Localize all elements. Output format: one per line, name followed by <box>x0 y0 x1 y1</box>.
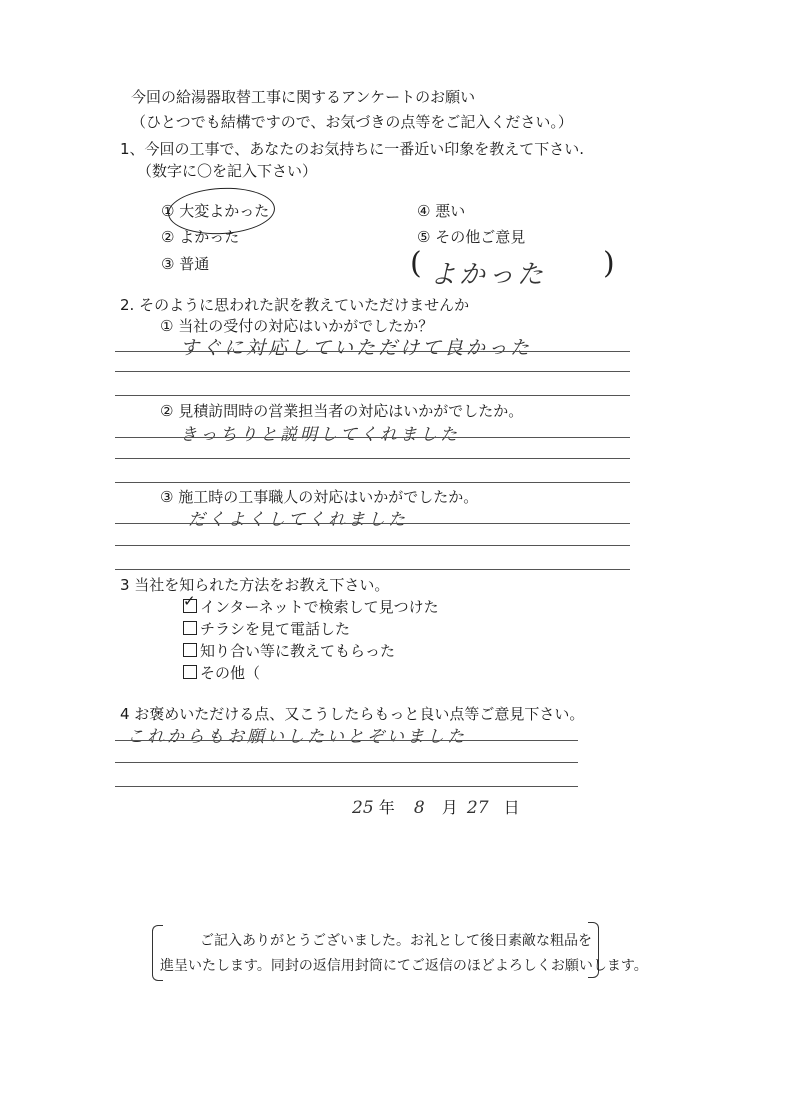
q3-option-flyer-label: チラシを見て電話した <box>200 620 351 638</box>
q3-option-flyer[interactable] <box>183 618 350 639</box>
q2-sub3-label: ③ 施工時の工事職人の対応はいかがでしたか。 <box>160 488 479 506</box>
q4-answer[interactable]: これからもお願いしたいとぞいました <box>127 727 467 747</box>
closing-line-2: 進呈いたします。同封の返信用封筒にてご返信のほどよろしくお願いします。 <box>160 958 648 974</box>
closing-line-1: ご記入ありがとうございました。お礼として後日素敵な粗品を <box>200 933 592 949</box>
q3-option-internet[interactable] <box>183 592 439 617</box>
q2-sub2-line-1 <box>115 437 630 438</box>
q2-sub1-line-3 <box>115 395 630 396</box>
survey-subtitle: （ひとつでも結構ですので、お気づきの点等をご記入ください。） <box>131 113 573 131</box>
checkmark-icon: ✓ <box>183 592 196 610</box>
q1-instruction: （数字に〇を記入下さい） <box>137 162 318 180</box>
q1-option-4[interactable]: ④ 悪い <box>417 202 466 220</box>
date-field <box>352 795 520 818</box>
q2-sub1-line-1 <box>115 351 630 352</box>
date-year-unit: 年 <box>378 798 395 817</box>
q4-line-3 <box>115 786 578 787</box>
q3-option-internet-label: インターネットで検索して見つけた <box>200 598 439 616</box>
q4-line-1 <box>115 740 578 741</box>
q3-option-other-checkbox[interactable] <box>183 665 197 679</box>
date-year[interactable]: 25 <box>352 798 374 818</box>
q2-sub2-line-3 <box>115 482 630 483</box>
q1-option-3[interactable]: ③ 普通 <box>161 255 210 273</box>
q1-option-1[interactable]: ① 大変よかった <box>161 202 270 220</box>
q2-sub3-line-3 <box>115 569 630 570</box>
q3-option-acquaintance-label: 知り合い等に教えてもらった <box>200 642 396 660</box>
q4-line-2 <box>115 762 578 763</box>
q2-sub1-line-2 <box>115 371 630 372</box>
date-month[interactable]: 8 <box>413 798 425 818</box>
q2-sub3-answer[interactable]: だくよくしてくれました <box>188 510 408 530</box>
q2-sub1-label: ① 当社の受付の対応はいかがでしたか？ <box>160 317 434 335</box>
q2-question: 2. そのように思われた訳を教えていただけませんか <box>120 296 470 314</box>
q2-sub1-answer[interactable]: すぐに対応していただけて良かった <box>180 337 533 359</box>
date-month-unit: 月 <box>441 798 458 817</box>
q3-option-acquaintance[interactable] <box>183 640 395 661</box>
q2-sub3-line-2 <box>115 545 630 546</box>
q3-question: 3 当社を知られた方法をお教え下さい。 <box>120 576 390 594</box>
q3-option-flyer-checkbox[interactable] <box>183 621 197 635</box>
q2-sub2-answer[interactable]: きっちりと説明してくれました <box>180 425 460 445</box>
date-day[interactable]: 27 <box>466 798 489 818</box>
survey-title: 今回の給湯器取替工事に関するアンケートのお願い <box>131 88 476 106</box>
q4-question: 4 お褒めいただける点、又こうしたらもっと良い点等ご意見下さい。 <box>120 705 585 723</box>
q3-option-acquaintance-checkbox[interactable] <box>183 643 197 657</box>
q2-sub2-label: ② 見積訪問時の営業担当者の対応はいかがでしたか。 <box>160 402 524 420</box>
date-day-unit: 日 <box>503 798 520 817</box>
q1-other-open-paren: ( <box>410 246 422 281</box>
q3-option-other-label: その他（ <box>200 664 261 682</box>
q3-option-internet-checkbox[interactable] <box>183 592 197 613</box>
q1-other-answer[interactable]: よかった <box>430 260 547 290</box>
q3-option-other[interactable] <box>183 662 260 683</box>
q1-option-2[interactable]: ② よかった <box>161 228 240 246</box>
q1-option-5[interactable]: ⑤ その他ご意見 <box>417 228 526 246</box>
q2-sub2-line-2 <box>115 458 630 459</box>
q1-other-close-paren: ) <box>603 246 615 281</box>
q1-question: 1、今回の工事で、あなたのお気持ちに一番近い印象を教えて下さい. <box>120 140 585 158</box>
q2-sub3-line-1 <box>115 523 630 524</box>
